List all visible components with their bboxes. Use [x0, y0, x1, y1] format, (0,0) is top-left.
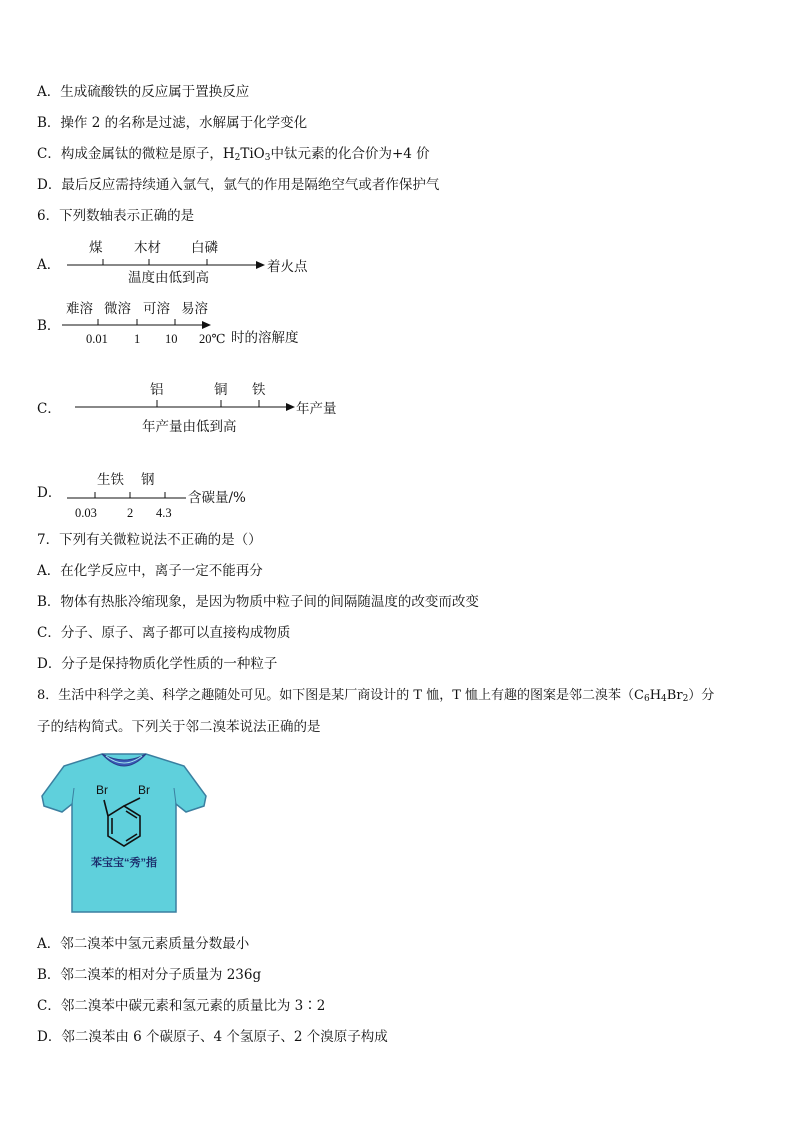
q5-option-b: B．操作 2 的名称是过滤，水解属于化学变化 [37, 115, 308, 131]
q6-c-below: 年产量由低到高 [142, 419, 237, 435]
q7-option-c: C．分子、原子、离子都可以直接构成物质 [37, 625, 291, 641]
q6-d-tick-0: 0.03 [75, 506, 97, 520]
q6-d-tick-1: 2 [127, 506, 134, 520]
q6-b-tick-0: 0.01 [86, 332, 108, 346]
q6-b-top-1: 微溶 [104, 301, 131, 317]
q6-b-tick-1: 1 [134, 332, 141, 346]
q6-d-top-0: 生铁 [97, 472, 124, 488]
q6-a-letter: A． [37, 257, 61, 273]
q6-a-top-1: 木材 [134, 240, 161, 256]
q5-option-c-pre: C．构成金属钛的微粒是原子， [37, 146, 223, 162]
q5-option-c [37, 144, 430, 168]
q6-a-top-2: 白磷 [191, 240, 218, 256]
q6-c-top-1: 铜 [214, 382, 228, 398]
q7-stem: 7．下列有关微粒说法不正确的是（） [37, 532, 262, 548]
q8-stem-line2: 子的结构简式。下列关于邻二溴苯说法正确的是 [37, 719, 321, 735]
q5-option-a: A．生成硫酸铁的反应属于置换反应 [37, 84, 250, 100]
q8-formula: $C_6H_4Br_2$ [634, 688, 689, 704]
q6-d-top-1: 钢 [141, 472, 155, 488]
tshirt-image [40, 748, 208, 918]
q8-option-a: A．邻二溴苯中氢元素质量分数最小 [37, 936, 250, 952]
q6-b-end: 时的溶解度 [231, 330, 299, 346]
q7-option-b: B．物体有热胀冷缩现象，是因为物质中粒子间的间隔随温度的改变而改变 [37, 594, 479, 610]
q6-b-top-2: 可溶 [143, 301, 170, 317]
q6-d-letter: D． [37, 485, 62, 501]
q6-d-end: 含碳量/% [188, 490, 246, 506]
tshirt-body [42, 754, 206, 912]
q6-d-axis [60, 490, 190, 504]
q6-d-tick-2: 4.3 [156, 506, 172, 520]
q5-formula: $H_2TiO_3$ [222, 146, 271, 163]
q8-option-d: D．邻二溴苯由 6 个碳原子、4 个氢原子、2 个溴原子构成 [37, 1029, 388, 1045]
q5-option-d: D．最后反应需持续通入氩气，氩气的作用是隔绝空气或者作保护气 [37, 177, 440, 193]
q6-c-end: 年产量 [296, 401, 337, 417]
q6-b-tick-3: 20℃ [199, 332, 226, 346]
q6-b-top-3: 易溶 [181, 301, 208, 317]
q6-b-axis [60, 318, 220, 332]
q8-option-b: B．邻二溴苯的相对分子质量为 236g [37, 967, 262, 983]
q6-c-axis [70, 399, 300, 413]
q7-option-d: D．分子是保持物质化学性质的一种粒子 [37, 656, 278, 672]
q7-option-a: A．在化学反应中，离子一定不能再分 [37, 563, 263, 579]
tshirt-slogan: 苯宝宝“秀”指 [91, 857, 157, 869]
bromine-label-2: Br [138, 783, 150, 797]
q6-a-axis [60, 256, 270, 270]
q6-stem: 6．下列数轴表示正确的是 [37, 208, 195, 224]
q5-option-c-post: 中钛元素的化合价为+4 价 [270, 146, 430, 162]
q6-a-end: 着火点 [267, 259, 308, 275]
q6-b-tick-2: 10 [165, 332, 178, 346]
bromine-label-1: Br [96, 783, 108, 797]
q6-a-below: 温度由低到高 [128, 270, 209, 286]
q8-option-c: C．邻二溴苯中碳元素和氢元素的质量比为 3∶2 [37, 998, 326, 1014]
q6-c-top-2: 铁 [252, 382, 266, 398]
q8-stem-line1: 8．生活中科学之美、科学之趣随处可见。如下图是某厂商设计的 T 恤，T 恤上有趣的图案是邻二溴苯$(C_6H_4Br_2)$分 [37, 688, 715, 704]
q6-b-top-0: 难溶 [66, 301, 93, 317]
q6-a-top-0: 煤 [89, 240, 103, 256]
q6-c-letter: C． [37, 401, 61, 417]
q6-b-letter: B． [37, 318, 61, 334]
q6-c-top-0: 铝 [150, 382, 164, 398]
